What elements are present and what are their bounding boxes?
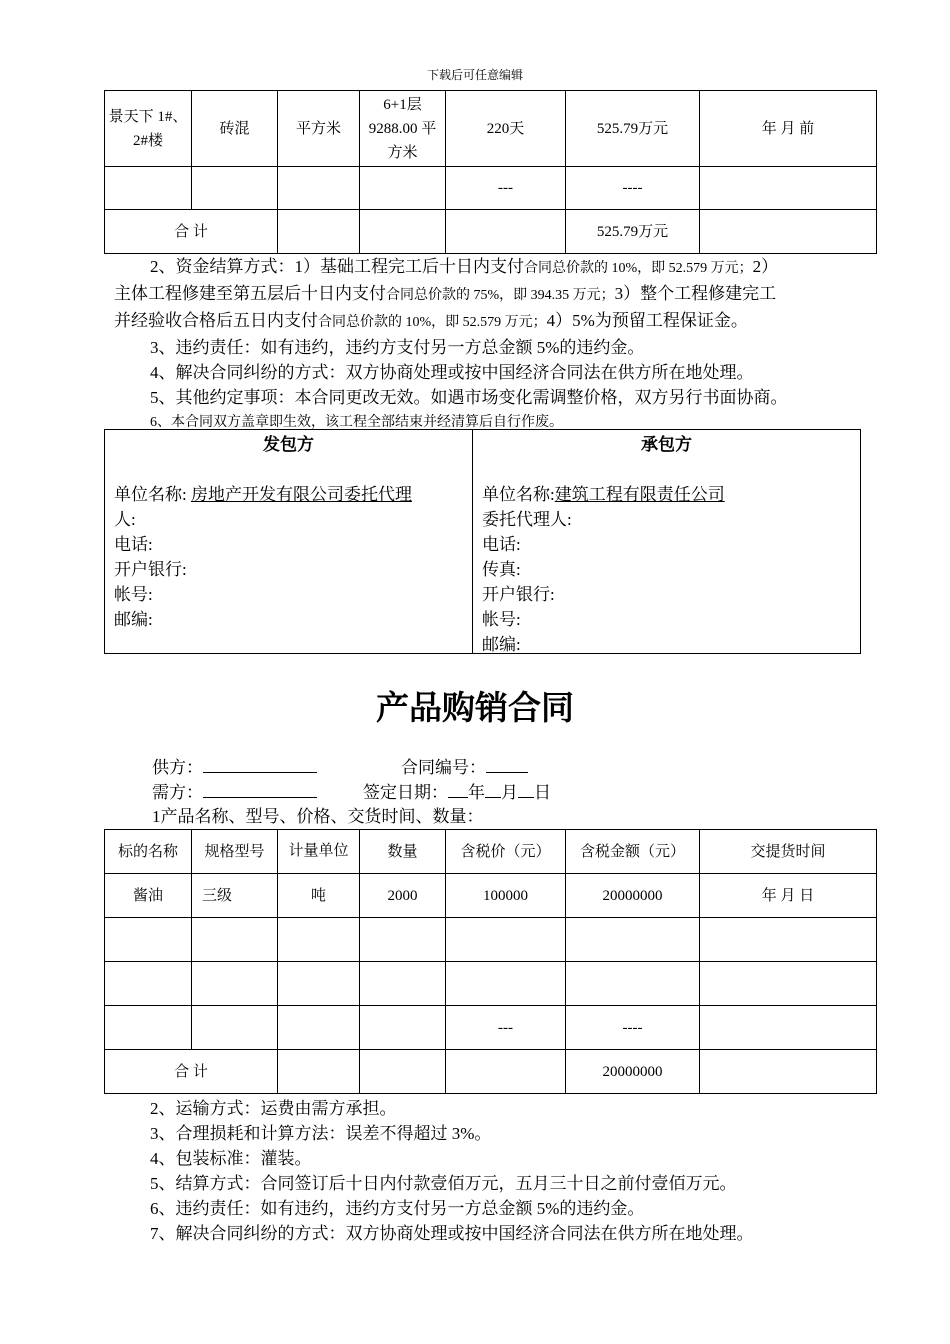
column-header: 含税价（元） <box>446 830 566 874</box>
clause-2-cont: 主体工程修建至第五层后十日内支付合同总价款的 75%，即 394.35 万元；3）整个工程修建完工 <box>114 284 777 303</box>
clause-2-cont2: 并经验收合格后五日内支付合同总价款的 10%，即 52.579 万元；4）5%为预留工程保证金。 <box>114 311 748 330</box>
table-cell <box>360 962 446 1006</box>
table-cell: 2000 <box>360 874 446 918</box>
section1-heading: 1产品名称、型号、价格、交货时间、数量： <box>152 807 484 826</box>
clause-5: 5、其他约定事项：本合同更改无效。如遇市场变化需调整价格，双方另行书面协商。 <box>150 388 788 407</box>
clause-2: 2、资金结算方式：1）基础工程完工后十日内支付合同总价款的 10%，即 52.579 万元；2） <box>150 257 779 276</box>
party-field: 邮编: <box>482 635 521 654</box>
parties-box <box>104 429 861 654</box>
column-header: 规格型号 <box>192 830 278 874</box>
table-total-row <box>105 1050 877 1094</box>
table-cell <box>278 1006 360 1050</box>
table-cell <box>278 210 360 254</box>
total-label: 合 计 <box>105 1050 278 1094</box>
table-cell: 525.79万元 <box>566 91 700 167</box>
table-cell <box>700 210 877 254</box>
table-cell <box>360 167 446 210</box>
table-cell <box>105 962 192 1006</box>
clause-item: 2、运输方式：运费由需方承担。 <box>150 1099 397 1118</box>
clauses-section-1 <box>114 254 874 435</box>
sign-date-line: 签定日期： 年 月 日 <box>363 779 551 805</box>
table-cell: 三级 <box>192 874 278 918</box>
column-header: 交提货时间 <box>700 830 877 874</box>
table-cell <box>566 918 700 962</box>
party-field: 开户银行: <box>482 585 555 604</box>
table-cell: 吨 <box>278 874 360 918</box>
table-cell <box>360 210 446 254</box>
table-cell <box>192 1006 278 1050</box>
table-cell: ---- <box>566 167 700 210</box>
clause-item: 3、合理损耗和计算方法：误差不得超过 3%。 <box>150 1124 492 1143</box>
table-cell <box>700 918 877 962</box>
table-cell <box>700 167 877 210</box>
table-cell: 酱油 <box>105 874 192 918</box>
party-field: 开户银行: <box>114 560 187 579</box>
table-row <box>105 918 877 962</box>
clause-6: 6、本合同双方盖章即生效，该工程全部结束并经清算后自行作废。 <box>150 415 563 430</box>
table-cell: 100000 <box>446 874 566 918</box>
table-row <box>105 1006 877 1050</box>
clause-3: 3、违约责任：如有违约，违约方支付另一方总金额 5%的违约金。 <box>150 338 645 357</box>
table-cell <box>105 918 192 962</box>
table-cell <box>278 962 360 1006</box>
table-cell <box>700 1050 877 1094</box>
table-cell <box>360 1006 446 1050</box>
table-cell <box>278 167 360 210</box>
table-cell <box>105 1006 192 1050</box>
table-cell: 砖混 <box>192 91 278 167</box>
party-field: 帐号: <box>482 610 521 629</box>
employer-party <box>105 430 473 653</box>
table-cell <box>446 210 566 254</box>
table-row <box>105 167 877 210</box>
table-cell: ---- <box>566 1006 700 1050</box>
table-cell <box>446 1050 566 1094</box>
table-cell <box>278 1050 360 1094</box>
products-table <box>104 829 877 1094</box>
supplier-line: 供方： <box>152 754 317 780</box>
table-cell <box>192 167 278 210</box>
table-cell <box>192 962 278 1006</box>
table-cell: 20000000 <box>566 874 700 918</box>
table-cell <box>566 962 700 1006</box>
table-cell: 景天下 1#、2#楼 <box>105 91 192 167</box>
contractor-title: 承包方 <box>641 435 692 454</box>
table-row <box>105 874 877 918</box>
table-cell <box>105 167 192 210</box>
table-cell <box>278 918 360 962</box>
contract-title: 产品购销合同 <box>376 688 574 727</box>
construction-table <box>104 90 877 254</box>
table-cell: 年 月 前 <box>700 91 877 167</box>
table-cell: --- <box>446 167 566 210</box>
contractor-unit: 单位名称:建筑工程有限责任公司 <box>482 485 725 504</box>
employer-unit: 单位名称: 房地产开发有限公司委托代理 <box>114 485 412 504</box>
party-field: 委托代理人: <box>482 510 572 529</box>
party-field: 电话: <box>482 535 521 554</box>
table-cell <box>446 962 566 1006</box>
table-cell <box>360 918 446 962</box>
clause-item: 7、解决合同纠纷的方式：双方协商处理或按中国经济合同法在供方所在地处理。 <box>150 1224 754 1243</box>
clause-item: 6、违约责任：如有违约，违约方支付另一方总金额 5%的违约金。 <box>150 1199 645 1218</box>
employer-title: 发包方 <box>263 435 314 454</box>
party-field: 电话: <box>114 535 153 554</box>
table-cell: 6+1层 9288.00 平方米 <box>360 91 446 167</box>
clauses-section-2 <box>114 1096 874 1246</box>
column-header: 标的名称 <box>105 830 192 874</box>
contractor-party <box>473 430 860 653</box>
contract-no-line: 合同编号： <box>401 754 528 780</box>
table-row <box>105 91 877 167</box>
table-total-row <box>105 210 877 254</box>
table-cell <box>360 1050 446 1094</box>
total-label: 合 计 <box>105 210 278 254</box>
table-cell: --- <box>446 1006 566 1050</box>
party-field: 传真: <box>482 560 521 579</box>
table-row <box>105 962 877 1006</box>
total-amount: 20000000 <box>566 1050 700 1094</box>
column-header: 计量单位 <box>278 830 360 874</box>
column-header: 数量 <box>360 830 446 874</box>
table-cell <box>700 962 877 1006</box>
table-cell: 年 月 日 <box>700 874 877 918</box>
clause-item: 5、结算方式：合同签订后十日内付款壹佰万元，五月三十日之前付壹佰万元。 <box>150 1174 737 1193</box>
clause-4: 4、解决合同纠纷的方式：双方协商处理或按中国经济合同法在供方所在地处理。 <box>150 363 754 382</box>
header-note: 下载后可任意编辑 <box>426 68 523 82</box>
party-field: 邮编: <box>114 610 153 629</box>
table-cell <box>446 918 566 962</box>
table-cell <box>700 1006 877 1050</box>
table-cell <box>192 918 278 962</box>
party-field: 人: <box>114 510 136 529</box>
column-header: 含税金额（元） <box>566 830 700 874</box>
total-amount: 525.79万元 <box>566 210 700 254</box>
table-cell: 平方米 <box>278 91 360 167</box>
clause-item: 4、包装标准：灌装。 <box>150 1149 312 1168</box>
buyer-line: 需方： <box>152 779 317 805</box>
table-header-row <box>105 830 877 874</box>
table-cell: 220天 <box>446 91 566 167</box>
party-field: 帐号: <box>114 585 153 604</box>
